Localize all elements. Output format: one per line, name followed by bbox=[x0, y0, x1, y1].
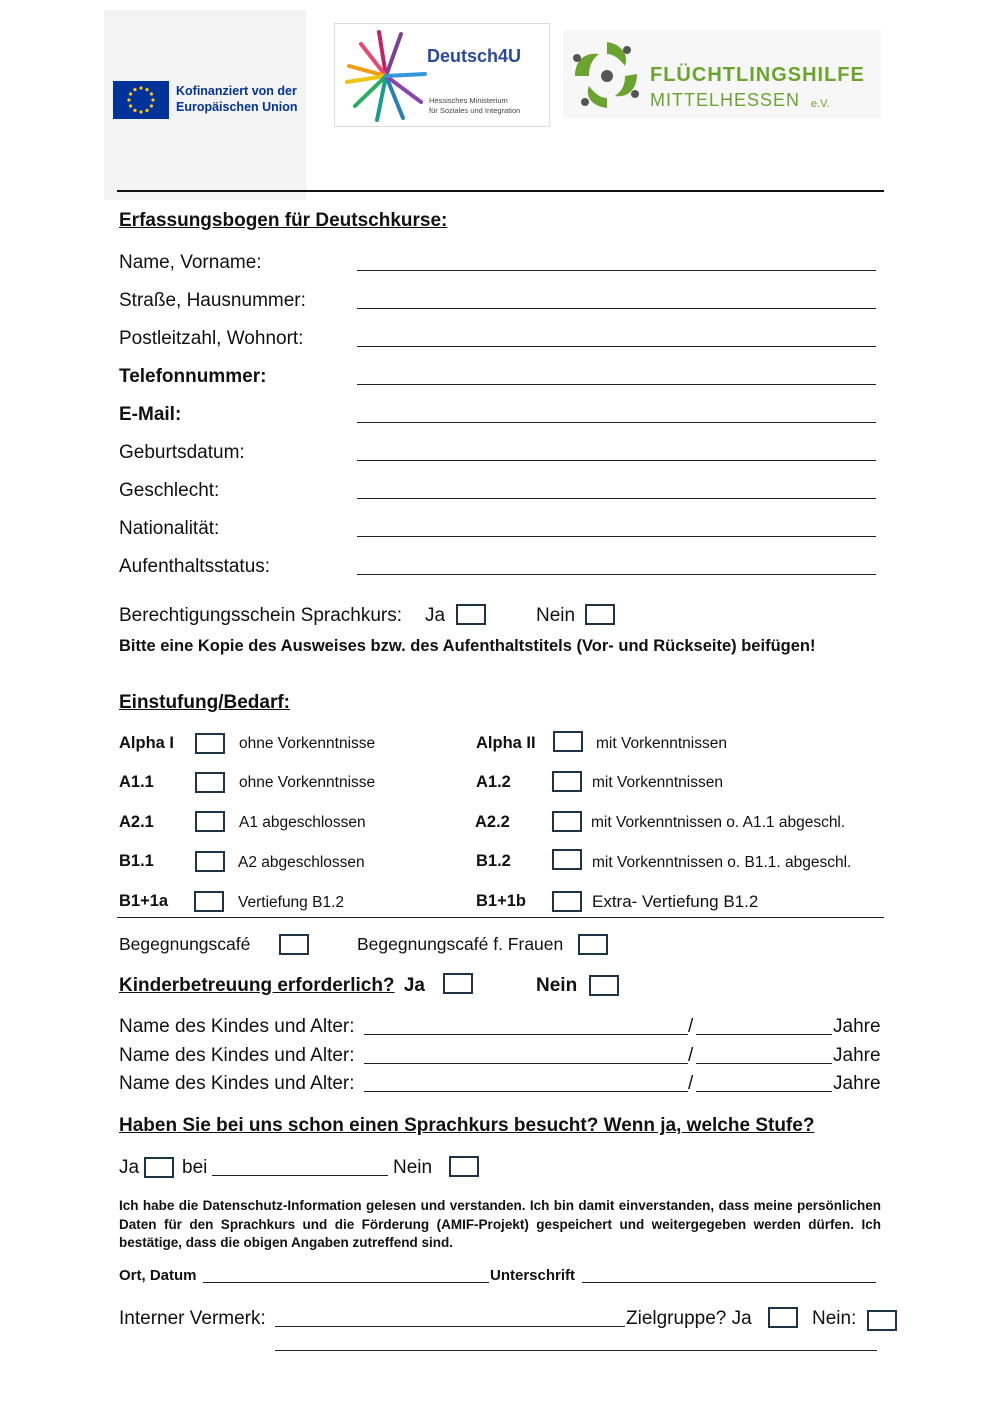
deutsch4u-sub-2: für Soziales und Integration bbox=[429, 106, 521, 115]
cafe-checkbox[interactable] bbox=[279, 934, 309, 955]
eligibility-no-label: Nein bbox=[536, 605, 576, 626]
header-rule bbox=[117, 190, 884, 192]
eligibility-no-checkbox[interactable] bbox=[585, 604, 615, 625]
signature-line[interactable] bbox=[582, 1282, 876, 1283]
child-name-line[interactable] bbox=[364, 1034, 688, 1035]
field-label-street: Straße, Hausnummer: bbox=[119, 290, 306, 311]
level-desc: ohne Vorkenntnisse bbox=[239, 735, 376, 752]
level-code: A2.2 bbox=[475, 813, 510, 831]
level-code: B1.2 bbox=[476, 852, 511, 870]
child-name-line[interactable] bbox=[364, 1063, 688, 1064]
level-title: Einstufung/Bedarf: bbox=[119, 692, 290, 713]
child-label: Name des Kindes und Alter: bbox=[119, 1073, 355, 1094]
eligibility-yes-checkbox[interactable] bbox=[456, 604, 486, 625]
eu-flag-icon bbox=[113, 81, 169, 119]
child-years: Jahre bbox=[833, 1073, 881, 1094]
field-line-residence[interactable] bbox=[357, 574, 876, 575]
child-name-line[interactable] bbox=[364, 1091, 688, 1092]
child-label: Name des Kindes und Alter: bbox=[119, 1016, 355, 1037]
eu-text-1: Kofinanziert von der bbox=[176, 84, 297, 98]
level-code: Alpha II bbox=[476, 734, 536, 752]
internal-note-label: Interner Vermerk: bbox=[119, 1308, 266, 1329]
deutsch4u-name: Deutsch4U bbox=[427, 46, 522, 66]
level-desc: mit Vorkenntnissen bbox=[592, 774, 723, 791]
form-title: Erfassungsbogen für Deutschkurse: bbox=[119, 210, 448, 231]
previous-no-label: Nein bbox=[393, 1157, 433, 1178]
level-rule bbox=[117, 917, 884, 918]
level-desc: mit Vorkenntnissen o. A1.1 abgeschl. bbox=[591, 814, 846, 831]
level-checkbox-alpha2[interactable] bbox=[553, 731, 583, 752]
level-desc: A2 abgeschlossen bbox=[238, 854, 365, 871]
field-label-gender: Geschlecht: bbox=[119, 480, 220, 501]
field-label-name: Name, Vorname: bbox=[119, 252, 262, 273]
previous-yes-checkbox[interactable] bbox=[144, 1157, 174, 1178]
eligibility-label: Berechtigungsschein Sprachkurs: bbox=[119, 605, 403, 626]
level-desc: mit Vorkenntnissen o. B1.1. abgeschl. bbox=[592, 854, 852, 871]
level-checkbox-a21[interactable] bbox=[195, 811, 225, 832]
level-desc: Extra- Vertiefung B1.2 bbox=[592, 892, 759, 911]
eu-text-2: Europäischen Union bbox=[176, 100, 298, 114]
level-checkbox-b11b[interactable] bbox=[552, 891, 582, 912]
child-slash: / bbox=[688, 1016, 694, 1037]
child-age-line[interactable] bbox=[696, 1091, 832, 1092]
childcare-question bbox=[119, 975, 425, 997]
target-group-no-checkbox[interactable] bbox=[867, 1310, 897, 1331]
fh-title: FLÜCHTLINGSHILFE bbox=[650, 64, 865, 86]
level-code: Alpha I bbox=[119, 734, 175, 752]
child-label: Name des Kindes und Alter: bbox=[119, 1045, 355, 1066]
level-checkbox-a22[interactable] bbox=[552, 811, 582, 832]
level-code: B1.1 bbox=[119, 852, 154, 870]
child-age-line[interactable] bbox=[696, 1034, 832, 1035]
level-desc: ohne Vorkenntnisse bbox=[239, 774, 376, 791]
previous-at-label: bei bbox=[182, 1157, 208, 1178]
level-desc: mit Vorkenntnissen bbox=[596, 735, 727, 752]
signature-label: Unterschrift bbox=[490, 1267, 576, 1284]
childcare-yes-checkbox[interactable] bbox=[443, 973, 473, 994]
level-desc: A1 abgeschlossen bbox=[239, 814, 366, 831]
child-years: Jahre bbox=[833, 1045, 881, 1066]
fluechtlingshilfe-logo bbox=[563, 30, 881, 119]
level-checkbox-b11[interactable] bbox=[195, 851, 225, 872]
field-label-postcode: Postleitzahl, Wohnort: bbox=[119, 328, 304, 349]
childcare-no-checkbox[interactable] bbox=[589, 975, 619, 996]
deutsch4u-logo bbox=[334, 23, 550, 127]
field-label-birthdate: Geburtsdatum: bbox=[119, 442, 245, 463]
field-line-nationality[interactable] bbox=[357, 536, 876, 537]
field-line-name[interactable] bbox=[357, 270, 876, 271]
level-code: B1+1b bbox=[476, 892, 526, 910]
level-checkbox-b11a[interactable] bbox=[194, 891, 224, 912]
field-label-residence: Aufenthaltsstatus: bbox=[119, 556, 271, 577]
target-group-yes-checkbox[interactable] bbox=[768, 1307, 798, 1328]
field-line-birthdate[interactable] bbox=[357, 460, 876, 461]
child-age-line[interactable] bbox=[696, 1063, 832, 1064]
childcare-yes-label: Ja bbox=[403, 975, 425, 996]
previous-question: Haben Sie bei uns schon einen Sprachkurs besucht? Wenn ja, welche Stufe? bbox=[119, 1115, 815, 1136]
level-code: A1.1 bbox=[119, 773, 154, 791]
child-slash: / bbox=[688, 1045, 694, 1066]
childcare-no-label: Nein bbox=[536, 975, 578, 996]
level-code: A1.2 bbox=[476, 773, 511, 791]
level-code: B1+1a bbox=[119, 892, 169, 910]
field-label-nationality: Nationalität: bbox=[119, 518, 220, 539]
deutsch4u-sub-1: Hessisches Ministerium bbox=[429, 96, 508, 105]
internal-note-line-2[interactable] bbox=[275, 1350, 877, 1351]
internal-note-line[interactable] bbox=[275, 1326, 625, 1327]
fh-sub: MITTELHESSEN bbox=[650, 90, 801, 110]
childcare-question-text: Kinderbetreuung erforderlich? bbox=[119, 975, 395, 996]
field-line-email[interactable] bbox=[357, 422, 876, 423]
level-checkbox-a11[interactable] bbox=[195, 772, 225, 793]
cafe-women-checkbox[interactable] bbox=[578, 934, 608, 955]
eligibility-yes-label: Ja bbox=[425, 605, 446, 626]
place-date-label: Ort, Datum bbox=[119, 1267, 197, 1284]
field-line-street[interactable] bbox=[357, 308, 876, 309]
level-code: A2.1 bbox=[119, 813, 154, 831]
previous-yes-label: Ja bbox=[119, 1157, 140, 1178]
level-checkbox-alpha1[interactable] bbox=[195, 733, 225, 754]
deutsch4u-burst-icon bbox=[341, 26, 431, 126]
field-line-gender[interactable] bbox=[357, 498, 876, 499]
cafe-label: Begegnungscafé bbox=[119, 934, 251, 954]
level-desc: Vertiefung B1.2 bbox=[238, 894, 344, 911]
field-line-phone[interactable] bbox=[357, 384, 876, 385]
target-group-no-label: Nein: bbox=[812, 1308, 857, 1329]
fh-ev: e.V. bbox=[811, 98, 830, 110]
target-group-label: Zielgruppe? Ja bbox=[626, 1308, 752, 1329]
child-slash: / bbox=[688, 1073, 694, 1094]
cafe-women-label: Begegnungscafé f. Frauen bbox=[357, 934, 564, 954]
fluechtlingshilfe-circle-icon bbox=[567, 36, 647, 116]
privacy-text: Ich habe die Datenschutz-Information gelesen und verstanden. Ich bin damit einverstanden, dass meine persönlichen Daten für den Sprachkurs und die Förderung (AMIF-Projekt) gespeichert und weitergegeben werden dürfen. Ich bestätige, dass die obigen Angaben zutreffend sind. bbox=[119, 1198, 881, 1250]
field-label-email: E-Mail: bbox=[119, 404, 182, 425]
place-date-line[interactable] bbox=[203, 1282, 489, 1283]
child-years: Jahre bbox=[833, 1016, 881, 1037]
previous-at-line[interactable] bbox=[212, 1175, 388, 1176]
level-checkbox-a12[interactable] bbox=[552, 771, 582, 792]
level-checkbox-b12[interactable] bbox=[552, 849, 582, 870]
field-line-postcode[interactable] bbox=[357, 346, 876, 347]
copy-note: Bitte eine Kopie des Ausweises bzw. des Aufenthaltstitels (Vor- und Rückseite) beifügen! bbox=[119, 637, 816, 655]
eu-logo bbox=[104, 10, 306, 200]
field-label-phone: Telefonnummer: bbox=[119, 366, 267, 387]
previous-no-checkbox[interactable] bbox=[449, 1156, 479, 1177]
